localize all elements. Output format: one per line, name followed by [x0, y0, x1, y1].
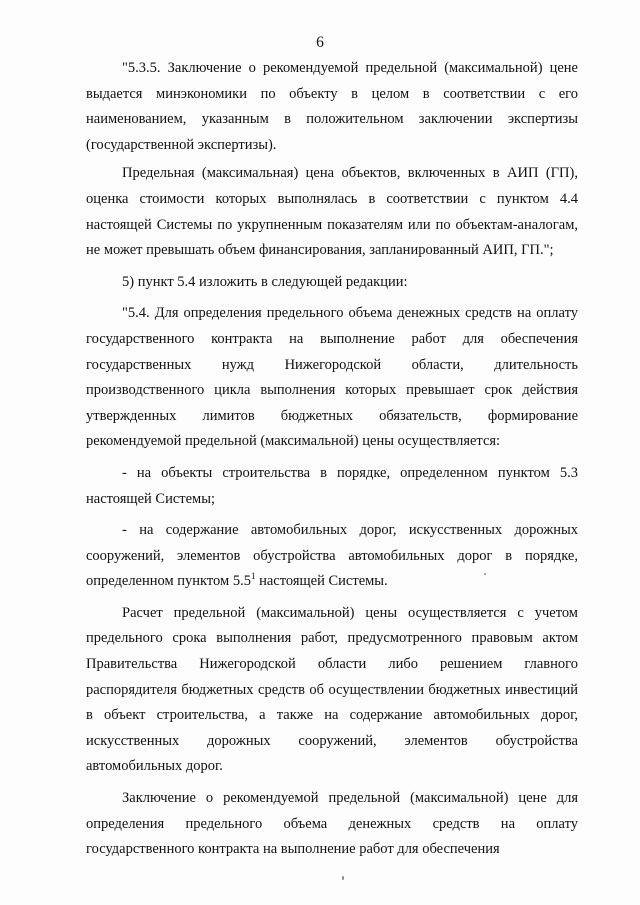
- document-body: [86, 56, 578, 869]
- scan-speck: [342, 876, 344, 880]
- page-number: 6: [316, 34, 324, 51]
- list-item-roads-tail: настоящей Системы.: [255, 573, 388, 590]
- paragraph-5-3-5: "5.3.5. Заключение о рекомендуемой предельной (максимальной) цене выдается минэкономики по объекту в целом в соответствии с его наименованием, указанным в положительном заключении экспертизы (государственной экспертизы).: [86, 60, 578, 153]
- list-item-roads-text: - на содержание автомобильных дорог, искусственных дорожных сооружений, элементов обустройства автомобильных дорог в порядке, определенном пунктом 5.5: [86, 522, 578, 590]
- paragraph-max-price-aip: Предельная (максимальная) цена объектов, включенных в АИП (ГП), оценка стоимости которых выполнялась в соответствии с пунктом 4.4 настоящей Системы по укрупненным показателям или по объектам-аналогам, не может превышать объем финансирования, запланированный АИП, ГП.";: [86, 165, 578, 259]
- paragraph-price-calculation: Расчет предельной (максимальной) цены осуществляется с учетом предельного срока выполнения работ, предусмотренного правовым актом Правительства Нижегородской области либо решением главного распорядителя бюджетных средств об осуществлении бюджетных инвестиций в объект строительства, а также на содержание автомобильных дорог, искусственных дорожных сооружений, элементов обустройства автомобильных дорог.: [86, 604, 578, 775]
- paragraph-5-4: "5.4. Для определения предельного объема денежных средств на оплату государственного контракта на выполнение работ для обеспечения государственных нужд Нижегородской области, длительность производственного цикла выполнения которых превышает срок действия утвержденных лимитов бюджетных обязательств, формирование рекомендуемой предельной (максимальной) цены осуществляется:: [86, 305, 578, 450]
- footnote-superscript: 1: [250, 571, 256, 582]
- paragraph-item-5: 5) пункт 5.4 изложить в следующей редакции:: [122, 273, 408, 290]
- scan-speck: [484, 573, 486, 575]
- list-item-construction: - на объекты строительства в порядке, определенном пунктом 5.3 настоящей Системы;: [86, 464, 578, 507]
- list-item-roads: [86, 518, 578, 595]
- paragraph-conclusion: Заключение о рекомендуемой предельной (максимальной) цене для определения предельного объема денежных средств на оплату государственного контракта на выполнение работ для обеспечения: [86, 790, 578, 858]
